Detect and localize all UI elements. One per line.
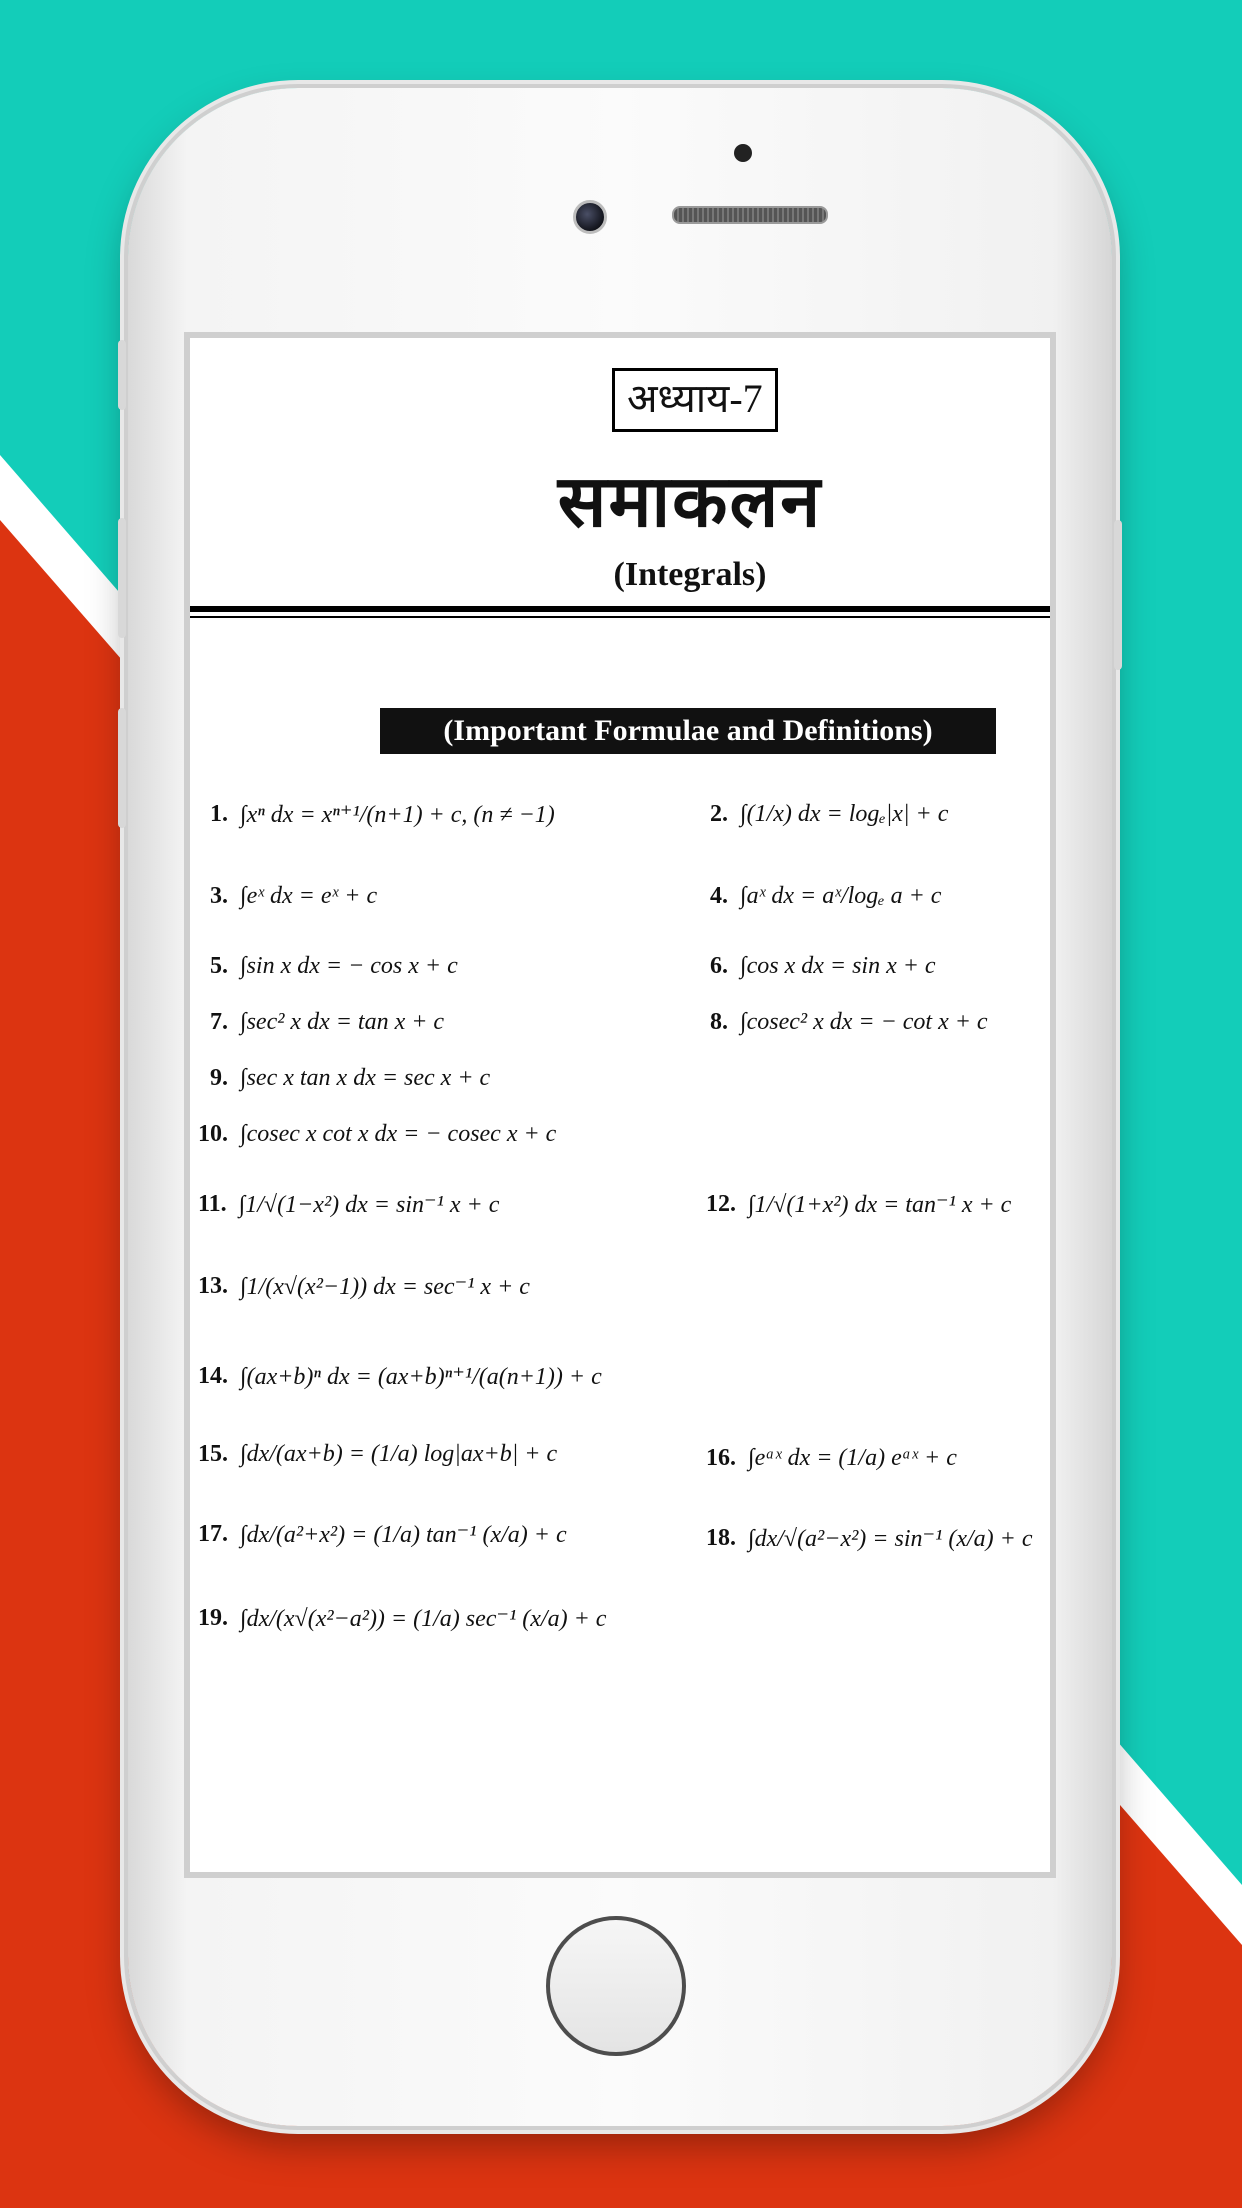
formula-item [706, 1428, 957, 1488]
formula-text: ∫eᵃˣ dx = (1/a) eᵃˣ + c [748, 1444, 957, 1471]
formula-number: 12. [706, 1190, 736, 1217]
formula-number: 3. [210, 882, 228, 909]
formula-item [210, 866, 377, 926]
formula-number: 11. [198, 1190, 227, 1217]
formula-number: 15. [198, 1440, 228, 1467]
formula-text: ∫(ax+b)ⁿ dx = (ax+b)ⁿ⁺¹/(a(n+1)) + c [240, 1363, 602, 1390]
formula-number: 5. [210, 952, 228, 979]
home-button[interactable] [546, 1916, 686, 2056]
formula-item [710, 992, 988, 1052]
formula-number: 4. [710, 882, 728, 909]
formula-item [710, 784, 948, 844]
proximity-sensor [734, 144, 752, 162]
formula-number: 1. [210, 800, 228, 827]
formula-item [706, 1174, 1011, 1234]
formula-item [210, 936, 458, 996]
page-title-hindi: समाकलन [557, 462, 823, 542]
formula-number: 10. [198, 1120, 228, 1147]
volume-down-button [118, 708, 126, 828]
volume-up-button [118, 518, 126, 638]
section-heading: (Important Formulae and Definitions) [380, 708, 996, 754]
formula-number: 19. [198, 1604, 228, 1631]
formula-number: 9. [210, 1064, 228, 1091]
formula-item [198, 1174, 499, 1234]
formula-number: 16. [706, 1444, 736, 1471]
front-camera [573, 200, 607, 234]
phone-screen [184, 332, 1056, 1878]
formula-text: ∫cosec x cot x dx = − cosec x + c [240, 1120, 557, 1147]
formula-item [210, 784, 555, 844]
formula-number: 14. [198, 1362, 228, 1389]
formula-number: 7. [210, 1008, 228, 1035]
formula-item [198, 1256, 530, 1316]
formula-item [198, 1504, 567, 1564]
formula-item [210, 992, 444, 1052]
title-divider [190, 606, 1050, 612]
page-title-english: (Integrals) [613, 556, 767, 593]
formula-number: 13. [198, 1272, 228, 1299]
formula-number: 18. [706, 1524, 736, 1551]
formula-item [210, 1048, 490, 1108]
mute-switch [118, 340, 126, 410]
formula-text: ∫1/√(1−x²) dx = sin⁻¹ x + c [238, 1191, 500, 1218]
formula-item [198, 1588, 606, 1648]
formula-text: ∫1/(x√(x²−1)) dx = sec⁻¹ x + c [240, 1273, 530, 1300]
formula-text: ∫cosec² x dx = − cot x + c [740, 1008, 988, 1035]
formula-item [198, 1424, 557, 1484]
formula-text: ∫aˣ dx = aˣ/logₑ a + c [740, 882, 942, 909]
formula-text: ∫sec x tan x dx = sec x + c [240, 1064, 491, 1091]
formula-item [198, 1104, 556, 1164]
power-button [1114, 520, 1122, 670]
formula-number: 8. [710, 1008, 728, 1035]
chapter-label: अध्याय-7 [612, 368, 778, 432]
formula-text: ∫(1/x) dx = logₑ|x| + c [740, 800, 949, 827]
formula-number: 2. [710, 800, 728, 827]
formula-text: ∫dx/(a²+x²) = (1/a) tan⁻¹ (x/a) + c [240, 1521, 567, 1548]
formula-text: ∫eˣ dx = eˣ + c [240, 882, 378, 909]
formula-text: ∫sec² x dx = tan x + c [240, 1008, 445, 1035]
formula-number: 17. [198, 1520, 228, 1547]
formula-text: ∫1/√(1+x²) dx = tan⁻¹ x + c [748, 1191, 1012, 1218]
formula-number: 6. [710, 952, 728, 979]
formula-text: ∫dx/(ax+b) = (1/a) log|ax+b| + c [240, 1440, 558, 1467]
title-divider-thin [190, 616, 1050, 618]
formula-item [198, 1346, 602, 1406]
formula-text: ∫sin x dx = − cos x + c [240, 952, 458, 979]
formula-item [706, 1508, 1033, 1568]
earpiece-speaker [672, 206, 828, 224]
formula-text: ∫dx/(x√(x²−a²)) = (1/a) sec⁻¹ (x/a) + c [240, 1605, 607, 1632]
formula-text: ∫xⁿ dx = xⁿ⁺¹/(n+1) + c, (n ≠ −1) [240, 801, 555, 828]
formula-item [710, 866, 941, 926]
formula-item [710, 936, 936, 996]
formula-text: ∫dx/√(a²−x²) = sin⁻¹ (x/a) + c [748, 1525, 1033, 1552]
formula-text: ∫cos x dx = sin x + c [740, 952, 936, 979]
